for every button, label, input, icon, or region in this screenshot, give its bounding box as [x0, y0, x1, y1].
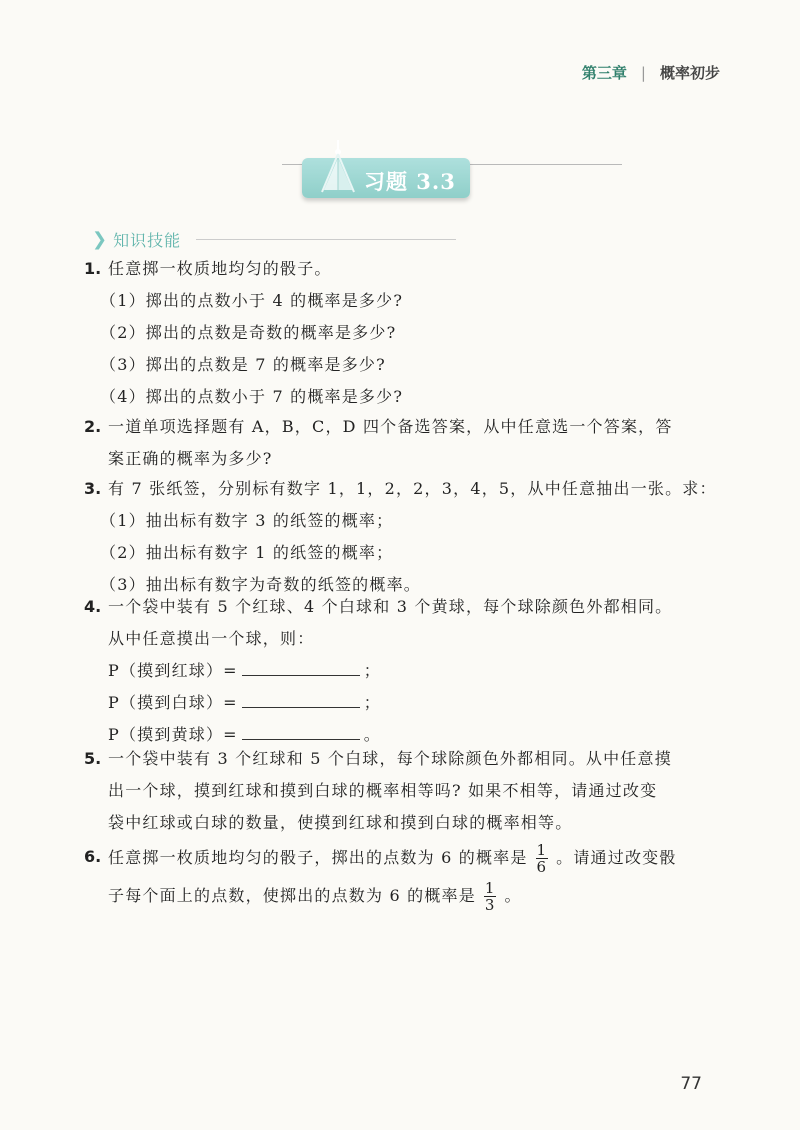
question-number: 6. — [84, 847, 102, 866]
question-number: 2. — [84, 417, 102, 436]
exercise-banner — [302, 158, 470, 198]
section-rule — [196, 239, 456, 240]
fraction-one-sixth — [536, 842, 548, 875]
answer-blank[interactable] — [242, 691, 360, 708]
section-heading — [92, 228, 181, 251]
question-number: 4. — [84, 597, 102, 616]
answer-blank[interactable] — [242, 659, 360, 676]
question-text-line: 一道单项选择题有 A，B，C，D 四个备选答案，从中任意选一个答案，答 — [108, 417, 673, 436]
text-segment: 任意掷一枚质地均匀的骰子，掷出的点数为 6 的概率是 — [108, 848, 528, 867]
sub-question: （3）抽出标有数字为奇数的纸签的概率。 — [100, 575, 421, 594]
fraction-one-third — [484, 880, 496, 913]
probability-fill-line — [108, 658, 381, 684]
question-number: 3. — [84, 479, 102, 498]
running-header — [582, 62, 720, 83]
question-6 — [0, 842, 800, 922]
question-text-line: 案正确的概率为多少? — [108, 449, 273, 468]
question-text-line: 从中任意摸出一个球，则： — [108, 629, 315, 648]
sub-question: （3）掷出的点数是 7 的概率是多少? — [100, 355, 386, 374]
probability-fill-line — [108, 722, 381, 748]
question-stem: 任意掷一枚质地均匀的骰子。 — [108, 259, 332, 278]
probability-fill-line — [108, 690, 381, 716]
fraction-numerator: 1 — [484, 879, 496, 897]
text-segment: 。请通过改变骰 — [556, 848, 677, 867]
question-4 — [0, 594, 800, 744]
sub-question: （4）掷出的点数小于 7 的概率是多少? — [100, 387, 404, 406]
question-5 — [0, 746, 800, 841]
question-text-line: 出一个球，摸到红球和摸到白球的概率相等吗? 如果不相等，请通过改变 — [108, 781, 658, 800]
question-text-line: 袋中红球或白球的数量，使摸到红球和摸到白球的概率相等。 — [108, 813, 573, 832]
line-end-punct: ； — [363, 693, 381, 712]
text-segment: 子每个面上的点数，使掷出的点数为 6 的概率是 — [108, 886, 476, 905]
probability-label: P（摸到黄球）= — [108, 725, 238, 744]
question-stem: 有 7 张纸签，分别标有数字 1，1，2，2，3，4，5，从中任意抽出一张。求： — [108, 479, 717, 498]
question-1 — [0, 256, 800, 416]
question-number: 5. — [84, 749, 102, 768]
question-text-line: 一个袋中装有 3 个红球和 5 个白球，每个球除颜色外都相同。从中任意摸 — [108, 749, 672, 768]
line-end-punct: ； — [363, 661, 381, 680]
fraction-denominator: 3 — [484, 896, 496, 914]
chapter-topic: 概率初步 — [659, 64, 720, 82]
sub-question: （2）掷出的点数是奇数的概率是多少? — [100, 323, 397, 342]
question-number: 1. — [84, 259, 102, 278]
banner-title: 习题 3.3 — [364, 169, 456, 194]
compass-pyramid-icon — [316, 138, 360, 196]
question-3 — [0, 476, 800, 606]
fraction-denominator: 6 — [536, 858, 548, 876]
question-text-line — [108, 880, 718, 913]
sub-question: （1）掷出的点数小于 4 的概率是多少? — [100, 291, 404, 310]
header-separator: | — [640, 63, 646, 82]
question-text-line — [108, 842, 718, 875]
sub-question: （1）抽出标有数字 3 的纸签的概率； — [100, 511, 394, 530]
section-label: 知识技能 — [113, 231, 182, 250]
question-2 — [0, 414, 800, 474]
line-end-punct: 。 — [363, 725, 381, 744]
page-number: 77 — [680, 1074, 702, 1094]
probability-label: P（摸到白球）= — [108, 693, 238, 712]
sub-question: （2）抽出标有数字 1 的纸签的概率； — [100, 543, 394, 562]
probability-label: P（摸到红球）= — [108, 661, 238, 680]
chapter-label: 第三章 — [581, 64, 627, 82]
fraction-numerator: 1 — [536, 841, 548, 859]
chevron-right-icon: ❯ — [92, 229, 108, 250]
answer-blank[interactable] — [242, 723, 360, 740]
text-segment: 。 — [504, 886, 522, 905]
question-text-line: 一个袋中装有 5 个红球、4 个白球和 3 个黄球，每个球除颜色外都相同。 — [108, 597, 673, 616]
